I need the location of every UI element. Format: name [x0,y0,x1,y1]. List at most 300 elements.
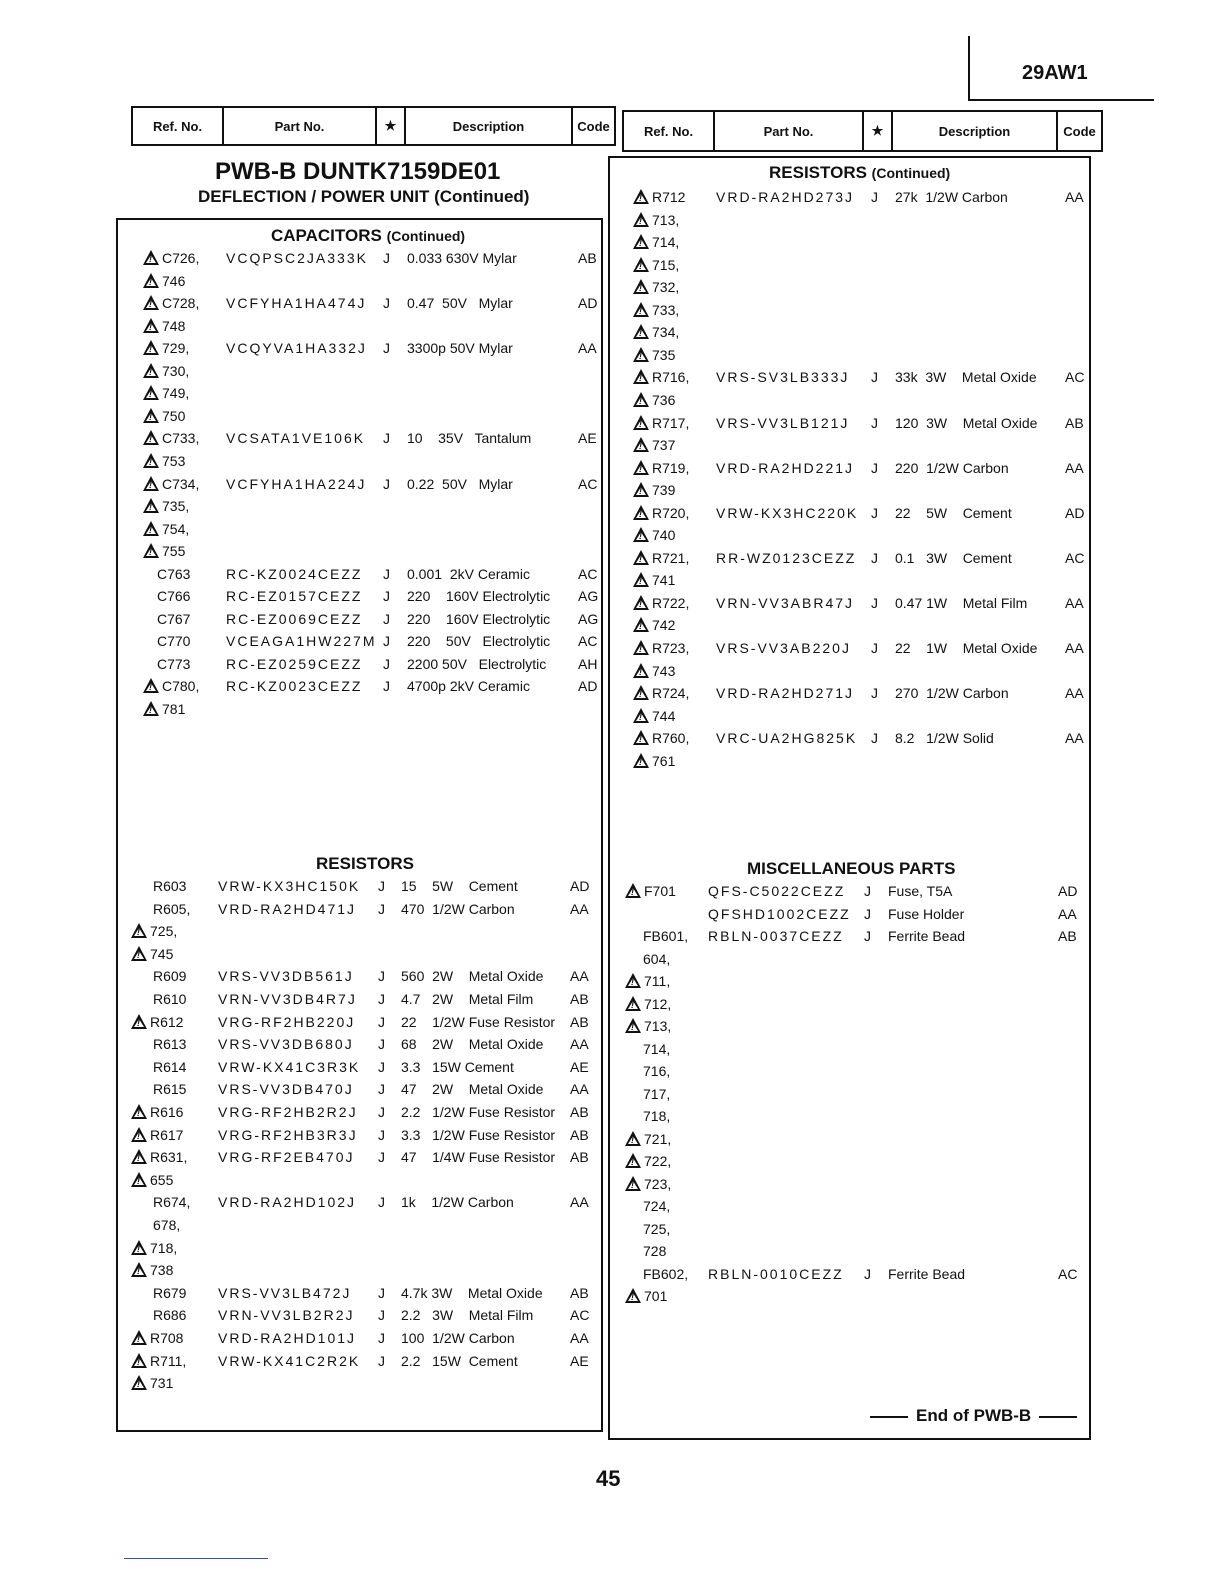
part-no: VRD-RA2HD101J [218,1330,357,1346]
safety-warning-icon [633,685,649,700]
safety-warning-icon [143,498,159,513]
ref-no [633,212,679,228]
ref-no-text: R686 [153,1307,187,1324]
ref-no-text: R716, [652,369,690,386]
ref-no-text: R610 [153,991,187,1007]
ref-no [153,1036,186,1052]
end-of-section [862,1406,1085,1426]
part-no: QFSHD1002CEZZ [708,905,851,922]
jig-mark: J [378,878,385,894]
part-no: VCSATA1VE106K [226,430,366,447]
description: 4.7 2W Metal Film [401,991,534,1007]
description: 22 5W Cement [895,504,1012,521]
safety-warning-icon [625,1153,641,1168]
ref-no [153,991,186,1007]
ref-no [131,1353,186,1369]
jig-mark: J [378,1036,385,1053]
ref-no [633,279,679,295]
part-no: VCEAGA1HW227M [226,633,377,650]
part-no: VRD-RA2HD102J [218,1194,357,1211]
ref-no-text: R719, [652,459,690,476]
description: 560 2W Metal Oxide [401,968,544,985]
resistors-title: RESISTORS [316,854,414,873]
part-no: VRN-VV3DB4R7J [218,991,357,1007]
part-no: VRG-RF2HB220J [218,1013,356,1030]
part-no: VRD-RA2HD471J [218,900,357,917]
ref-no-text: 745 [150,945,174,962]
description: 10 35V Tantalum [407,430,532,447]
ref-no [131,1104,183,1120]
jig-mark: J [871,640,878,656]
description: 3.3 15W Cement [401,1058,514,1075]
ref-no-text: R720, [652,504,690,521]
ref-no-text: R712 [652,189,686,205]
part-no: VRW-KX3HC150K [218,878,361,894]
description: 22 1W Metal Oxide [895,640,1038,656]
price-code: AD [1058,883,1078,899]
ref-no-text: 716, [643,1063,671,1079]
part-no: VCQYVA1HA332J [226,340,367,357]
ref-no-text: R616 [150,1104,184,1120]
jig-mark: J [378,900,385,917]
header-star: ★ [864,112,893,150]
price-code: AC [578,475,598,492]
safety-warning-icon [131,1127,147,1142]
price-code: AA [570,900,589,917]
part-no: VRS-VV3AB220J [716,640,851,656]
ref-no-text: 731 [150,1375,174,1392]
ref-no [633,527,675,543]
safety-warning-icon [143,295,159,310]
header-part-no: Part No. [715,112,864,150]
ref-no-text: 724, [643,1198,671,1214]
part-no: VRG-RF2EB470J [218,1149,355,1166]
ref-no [131,1330,183,1346]
ref-no [157,566,190,582]
price-code: AA [1065,685,1084,702]
ref-no [633,257,679,273]
price-code: AC [1065,369,1085,386]
price-code: AC [1058,1265,1078,1282]
end-text: End of PWB-B [916,1406,1032,1425]
safety-warning-icon [143,701,159,716]
safety-warning-icon [143,521,159,536]
description: 2.2 15W Cement [401,1352,518,1369]
description: 470 1/2W Carbon [401,900,515,917]
jig-mark: J [383,295,390,312]
ref-no [625,1153,671,1169]
jig-mark: J [378,1284,385,1301]
ref-no [633,369,689,385]
ref-no-text: 735 [652,346,676,363]
model-rule-horizontal [968,99,1154,101]
ref-no-text: R723, [652,640,690,656]
ref-no-text: C734, [162,475,200,492]
ref-no-text: 737 [652,437,676,454]
safety-warning-icon [633,347,649,362]
part-no: VCQPSC2JA333K [226,250,368,266]
price-code: AA [1058,905,1077,922]
description: 220 160V Electrolytic [407,588,551,605]
ref-no-text: R711, [150,1352,187,1369]
ref-no [633,347,675,363]
ref-no [131,1240,177,1256]
ref-no-text: R605, [153,900,191,917]
price-code: AA [578,340,597,357]
ref-no-text: R722, [652,594,690,611]
part-no: VCFYHA1HA224J [226,475,367,492]
part-no: QFS-C5022CEZZ [708,883,846,899]
safety-warning-icon [131,1353,147,1368]
description: 1k 1/2W Carbon [401,1194,514,1211]
ref-no [633,505,689,521]
safety-warning-icon [131,1375,147,1390]
safety-warning-icon [143,543,159,558]
safety-warning-icon [143,273,159,288]
header-star: ★ [377,108,406,144]
right-parts-box [608,156,1091,1440]
ref-no-text: C726, [162,250,200,266]
ref-no [143,340,189,356]
description: 8.2 1/2W Solid [895,730,994,747]
ref-no-text: 741 [652,572,676,589]
right-table-header [622,110,1103,152]
ref-no-text: 678, [153,1217,181,1233]
ref-no [143,363,189,379]
jig-mark: J [383,340,390,357]
ref-no [143,678,199,694]
resistors-title: RESISTORS [769,163,867,182]
description: 47 1/4W Fuse Resistor [401,1149,556,1166]
description: 15 5W Cement [401,878,518,894]
ref-no [633,189,685,205]
jig-mark: J [378,1149,385,1166]
ref-no-text: 730, [162,362,190,379]
part-no: VRS-VV3DB680J [218,1036,354,1053]
safety-warning-icon [633,505,649,520]
part-no: VRD-RA2HD271J [716,685,855,702]
ref-no-text: R615 [153,1081,187,1098]
ref-no-text: C767 [157,610,191,627]
ref-no-text: R614 [153,1058,187,1075]
ref-no [153,1081,186,1097]
ref-no-text: C763 [157,565,191,582]
ref-no [153,1285,186,1301]
ref-no [131,946,173,962]
price-code: AD [1065,504,1085,521]
price-code: AB [578,250,597,266]
ref-no-text: C766 [157,588,191,605]
description: 270 1/2W Carbon [895,685,1009,702]
description: 4.7k 3W Metal Oxide [401,1284,543,1301]
ref-no [143,521,189,537]
part-no: VRS-VV3DB470J [218,1081,354,1098]
safety-warning-icon [143,340,159,355]
safety-warning-icon [633,730,649,745]
ref-no [157,611,190,627]
safety-warning-icon [633,212,649,227]
safety-warning-icon [633,482,649,497]
part-no: VRC-UA2HG825K [716,730,858,747]
ref-no [643,1221,670,1237]
jig-mark: J [871,189,878,205]
ref-no [633,460,689,476]
ref-no-text: 717, [643,1085,671,1102]
safety-warning-icon [143,385,159,400]
ref-no-text: 738 [150,1262,174,1279]
ref-no-text: C770 [157,633,191,650]
ref-no [131,1262,173,1278]
safety-warning-icon [625,1131,641,1146]
part-no: VRD-RA2HD221J [716,459,855,476]
ref-no-text: FB601, [643,928,689,944]
header-ref-no: Ref. No. [133,108,224,144]
safety-warning-icon [131,1262,147,1277]
ref-no-text: R760, [652,730,690,747]
price-code: AD [570,878,590,894]
ref-no [625,996,671,1012]
price-code: AB [570,1126,589,1143]
ref-no-text: 761 [652,752,676,769]
end-dash-left [870,1416,908,1418]
ref-no-text: 755 [162,543,186,560]
jig-mark: J [864,905,871,922]
jig-mark: J [383,250,390,266]
part-no: VRW-KX41C2R2K [218,1352,361,1369]
price-code: AE [570,1352,589,1369]
safety-warning-icon [633,708,649,723]
price-code: AC [1065,549,1085,566]
ref-no [633,617,675,633]
price-code: AB [1058,928,1077,944]
ref-no [633,392,675,408]
ref-no [625,1018,671,1034]
ref-no-text: 739 [652,482,676,499]
price-code: AB [570,1013,589,1030]
footer-rule [124,1558,268,1559]
safety-warning-icon [633,415,649,430]
header-code: Code [577,118,610,134]
ref-no [633,415,689,431]
price-code: AA [570,1194,589,1211]
ref-no [143,408,185,424]
ref-no-text: 715, [652,256,680,273]
ref-no [625,1131,671,1147]
ref-no [643,951,670,967]
part-no: RBLN-0037CEZZ [708,928,844,944]
safety-warning-icon [633,437,649,452]
safety-warning-icon [131,946,147,961]
description: 27k 1/2W Carbon [895,189,1008,205]
ref-no-text: 714, [652,234,680,251]
model-rule-vertical [968,36,970,100]
description: 22 1/2W Fuse Resistor [401,1013,556,1030]
ref-no-text: 655 [150,1171,174,1188]
resistors-continued-heading [769,163,950,183]
safety-warning-icon [143,318,159,333]
price-code: AA [570,968,589,985]
description: 0.47 1W Metal Film [895,594,1028,611]
description: 0.47 50V Mylar [407,295,513,312]
description: 220 1/2W Carbon [895,459,1009,476]
ref-no [633,708,675,724]
jig-mark: J [378,1307,385,1324]
jig-mark: J [378,1081,385,1098]
price-code: AA [1065,640,1084,656]
part-no: VRS-VV3LB121J [716,414,850,431]
header-description: Description [406,108,573,144]
part-no: VRW-KX41C3R3K [218,1058,361,1075]
header-description: Description [893,112,1058,150]
jig-mark: J [378,1013,385,1030]
ref-no-text: 725, [150,923,178,940]
description: 100 1/2W Carbon [401,1330,515,1346]
jig-mark: J [864,1265,871,1282]
description: 0.033 630V Mylar [407,250,517,266]
safety-warning-icon [633,392,649,407]
jig-mark: J [378,1126,385,1143]
ref-no [633,640,689,656]
safety-warning-icon [625,996,641,1011]
ref-no-text: C773 [157,655,191,672]
safety-warning-icon [131,1149,147,1164]
safety-warning-icon [633,663,649,678]
ref-no-text: C780, [162,678,200,695]
ref-no [633,730,689,746]
part-no: VRN-VV3LB2R2J [218,1307,355,1324]
safety-warning-icon [633,460,649,475]
description: 120 3W Metal Oxide [895,414,1038,431]
description: 2200 50V Electrolytic [407,655,547,672]
ref-no [643,1198,670,1214]
price-code: AG [578,610,599,627]
ref-no [143,453,185,469]
ref-no [153,968,186,984]
ref-no [625,973,670,989]
ref-no-text: 735, [162,498,190,515]
part-no: RC-EZ0069CEZZ [226,610,363,627]
ref-no [143,385,189,401]
price-code: AC [570,1307,590,1324]
part-no: RC-KZ0023CEZZ [226,678,363,695]
safety-warning-icon [633,257,649,272]
ref-no [633,663,675,679]
part-no: RC-EZ0157CEZZ [226,588,363,605]
jig-mark: J [871,594,878,611]
safety-warning-icon [625,1018,641,1033]
left-table-header [131,106,616,146]
header-part-no: Part No. [224,108,377,144]
ref-no [633,302,679,318]
jig-mark: J [378,991,385,1007]
jig-mark: J [378,1058,385,1075]
description: 220 160V Electrolytic [407,610,551,627]
resistors-heading [316,854,414,874]
price-code: AA [570,1036,589,1053]
jig-mark: J [864,883,871,899]
ref-no-text: 701 [644,1288,668,1304]
ref-no [633,324,679,340]
ref-no-text: R603 [153,878,187,894]
ref-no [153,1217,180,1233]
resistors-continued: (Continued) [871,165,951,181]
ref-no [625,1176,671,1192]
ref-no-text: 734, [652,324,680,341]
ref-no-text: R617 [150,1126,184,1143]
safety-warning-icon [143,476,159,491]
description: 220 50V Electrolytic [407,633,551,650]
description: Fuse Holder [888,905,965,922]
description: 2.2 3W Metal Film [401,1307,534,1324]
part-no: RC-EZ0259CEZZ [226,655,363,672]
pwb-title: PWB-B DUNTK7159DE01 [215,158,501,185]
ref-no-text: 711, [644,973,671,989]
jig-mark: J [871,685,878,702]
ref-no-text: 721, [644,1130,672,1147]
safety-warning-icon [633,572,649,587]
ref-no [633,753,675,769]
ref-no-text: 781 [162,701,186,717]
price-code: AB [570,1284,589,1301]
description: Fuse, T5A [888,883,953,899]
jig-mark: J [871,549,878,566]
ref-no-text: C733, [162,430,200,447]
safety-warning-icon [633,527,649,542]
price-code: AB [570,1104,589,1120]
ref-no-text: FB602, [643,1265,689,1282]
safety-warning-icon [143,363,159,378]
safety-warning-icon [633,369,649,384]
safety-warning-icon [633,189,649,204]
ref-no-text: 732, [652,279,680,296]
jig-mark: J [378,968,385,985]
ref-no [153,1194,190,1210]
safety-warning-icon [131,923,147,938]
misc-heading [747,859,955,879]
ref-no-text: 736 [652,391,676,408]
price-code: AA [1065,189,1084,205]
ref-no-text: 723, [644,1175,672,1192]
jig-mark: J [378,1330,385,1346]
part-no: VRD-RA2HD273J [716,189,855,205]
ref-no [153,1307,186,1323]
ref-no-text: 604, [643,950,671,967]
price-code: AG [578,588,599,605]
page-number: 45 [596,1466,621,1491]
part-no: VRS-SV3LB333J [716,369,850,386]
safety-warning-icon [633,234,649,249]
ref-no-text: R717, [652,414,690,431]
price-code: AA [1065,730,1084,747]
part-no: VRS-VV3DB561J [218,968,354,985]
ref-no [143,701,185,717]
ref-no [643,1041,670,1057]
price-code: AB [1065,414,1084,431]
description: 3300p 50V Mylar [407,340,513,357]
safety-warning-icon [131,1104,147,1119]
ref-no [157,588,190,604]
jig-mark: J [864,928,871,944]
ref-no-text: R708 [150,1330,184,1346]
jig-mark: J [378,1352,385,1369]
jig-mark: J [383,655,390,672]
ref-no-text: 714, [643,1040,671,1057]
ref-no [643,1108,670,1124]
ref-no-text: R674, [153,1194,191,1211]
ref-no-text: 712, [644,995,672,1012]
safety-warning-icon [625,1288,641,1303]
ref-no [153,901,190,917]
